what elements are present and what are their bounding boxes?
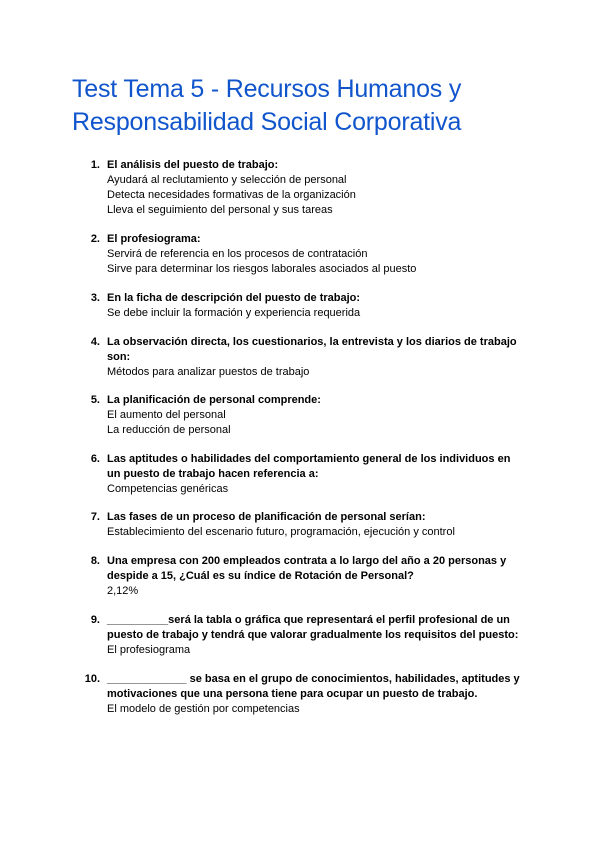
question-body	[107, 452, 525, 497]
answer-text: 2,12%	[107, 585, 139, 597]
question-text: __________será la tabla o gráfica que representará el perfil profesional de un puesto de trabajo y tendrá que valorar gradualmente los requisitos del puesto:	[107, 614, 519, 641]
answer-list	[107, 525, 525, 540]
answer-list	[107, 173, 525, 218]
document-title: Test Tema 5 - Recursos Humanos y Responsabilidad Social Corporativa	[72, 75, 462, 136]
question-text: El profesiograma:	[107, 233, 201, 245]
question-body	[107, 291, 525, 321]
question-number: 10.	[84, 673, 100, 685]
question-number: 6.	[90, 453, 100, 465]
answer-text: Métodos para analizar puestos de trabajo	[107, 366, 310, 378]
answer-text: Ayudará al reclutamiento y selección de personal	[107, 174, 347, 186]
answer-list	[107, 408, 525, 438]
question-text: Una empresa con 200 empleados contrata a lo largo del año a 20 personas y despide a 15, ¿Cuál es su índice de Rotación de Personal?	[107, 555, 507, 582]
answer-text: Competencias genéricas	[107, 483, 229, 495]
answer-text: El profesiograma	[107, 644, 191, 656]
question-number: 2.	[90, 233, 100, 245]
question-text: La observación directa, los cuestionarios, la entrevista y los diarios de trabajo son:	[107, 336, 517, 363]
question-text: La planificación de personal comprende:	[107, 394, 321, 406]
answer-list	[107, 643, 525, 658]
answer-text: Se debe incluir la formación y experiencia requerida	[107, 307, 361, 319]
answer-text: Servirá de referencia en los procesos de contratación	[107, 248, 368, 260]
answer-list	[107, 702, 525, 717]
question-number: 8.	[90, 555, 100, 567]
answer-text: Lleva el seguimiento del personal y sus tareas	[107, 204, 333, 216]
question-text: El análisis del puesto de trabajo:	[107, 159, 279, 171]
question-body	[107, 613, 525, 658]
answer-text: El modelo de gestión por competencias	[107, 703, 300, 715]
answer-text: El aumento del personal	[107, 409, 226, 421]
answer-list	[107, 247, 525, 277]
question-text: Las fases de un proceso de planificación de personal serían:	[107, 511, 426, 523]
answer-text: Establecimiento del escenario futuro, programación, ejecución y control	[107, 526, 455, 538]
answer-text: Detecta necesidades formativas de la organización	[107, 189, 356, 201]
question-body	[107, 335, 525, 380]
answer-text: Sirve para determinar los riesgos laborales asociados al puesto	[107, 263, 417, 275]
answer-list	[107, 584, 525, 599]
answer-text: La reducción de personal	[107, 424, 231, 436]
answer-list	[107, 365, 525, 380]
question-text: _____________ se basa en el grupo de conocimientos, habilidades, aptitudes y motivaciones que una persona tiene para ocupar un puesto de trabajo.	[107, 673, 520, 700]
question-body	[107, 672, 525, 717]
question-number: 9.	[90, 614, 100, 626]
question-body	[107, 554, 525, 599]
question-number: 1.	[90, 159, 100, 171]
question-body	[107, 393, 525, 438]
question-number: 3.	[90, 292, 100, 304]
question-number: 5.	[90, 394, 100, 406]
answer-list	[107, 306, 525, 321]
question-body	[107, 510, 525, 540]
question-text: En la ficha de descripción del puesto de trabajo:	[107, 292, 361, 304]
question-number: 4.	[90, 336, 100, 348]
question-text: Las aptitudes o habilidades del comportamiento general de los individuos en un puesto de trabajo hacen referencia a:	[107, 453, 511, 480]
question-body	[107, 158, 525, 218]
question-number: 7.	[90, 511, 100, 523]
question-body	[107, 232, 525, 277]
answer-list	[107, 482, 525, 497]
